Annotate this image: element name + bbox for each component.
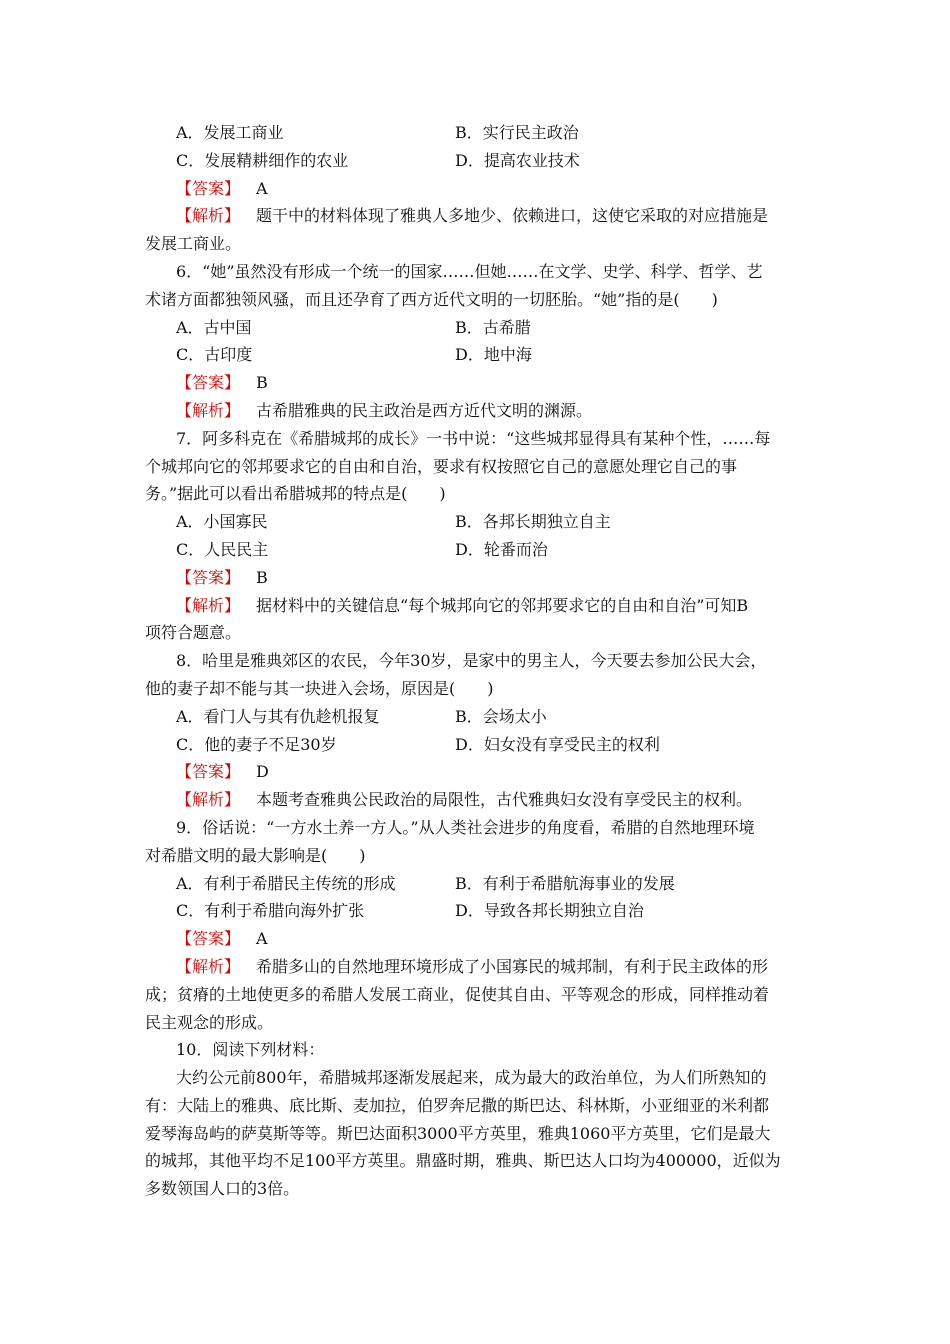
q5-option-c: C．发展精耕细作的农业 <box>176 150 349 170</box>
answer-value: B <box>256 567 268 587</box>
analysis-tag: 【解析】 <box>176 206 241 226</box>
answer-value: A <box>256 929 268 949</box>
q7-options-row-2 <box>145 536 810 564</box>
q6-options-row-1 <box>145 314 810 342</box>
q8-analysis <box>145 786 810 814</box>
analysis-text: 古希腊雅典的民主政治是西方近代文明的渊源。 <box>256 400 593 420</box>
answer-tag: 【答案】 <box>176 373 241 393</box>
q8-option-d: D．妇女没有享受民主的权利 <box>455 734 660 754</box>
q9-option-b: B．有利于希腊航海事业的发展 <box>455 873 675 893</box>
analysis-text: 希腊多山的自然地理环境形成了小国寡民的城邦制，有利于民主政体的形 <box>256 956 769 976</box>
q9-option-d: D．导致各邦长期独立自治 <box>455 901 644 921</box>
analysis-text: 据材料中的关键信息“每个城邦向它的邻邦要求它的自由和自治”可知B <box>256 595 749 615</box>
q5-analysis-cont: 发展工商业。 <box>145 234 242 254</box>
analysis-text: 题干中的材料体现了雅典人多地少、依赖进口，这使它采取的对应措施是 <box>256 206 769 226</box>
q9-analysis-cont-2: 民主观念的形成。 <box>145 1012 274 1032</box>
analysis-tag: 【解析】 <box>176 400 241 420</box>
q8-stem-l1: 8．哈里是雅典郊区的农民，今年30岁，是家中的男主人，今天要去参加公民大会， <box>176 651 767 671</box>
answer-tag: 【答案】 <box>176 762 241 782</box>
q7-option-b: B．各邦长期独立自主 <box>455 512 611 532</box>
q7-analysis <box>145 592 810 620</box>
analysis-tag: 【解析】 <box>176 595 241 615</box>
q10-material-l2: 有：大陆上的雅典、底比斯、麦加拉，伯罗奔尼撒的斯巴达、科林斯，小亚细亚的米利都 <box>145 1095 770 1115</box>
q6-option-b: B．古希腊 <box>455 317 531 337</box>
q5-options-row-1 <box>145 119 810 147</box>
q8-options-row-2 <box>145 731 810 759</box>
answer-tag: 【答案】 <box>176 178 241 198</box>
q9-stem-l2: 对希腊文明的最大影响是( ) <box>145 845 366 865</box>
q9-options-row-2 <box>145 897 810 925</box>
question-content <box>145 119 810 1203</box>
q7-answer <box>145 564 810 592</box>
analysis-text: 本题考查雅典公民政治的局限性，古代雅典妇女没有享受民主的权利。 <box>256 790 753 810</box>
q9-stem-l1: 9．俗话说：“一方水土养一方人。”从人类社会进步的角度看，希腊的自然地理环境 <box>176 817 755 837</box>
q9-option-a: A．有利于希腊民主传统的形成 <box>176 873 396 893</box>
answer-value: B <box>256 373 268 393</box>
q5-option-d: D．提高农业技术 <box>455 150 580 170</box>
q6-option-d: D．地中海 <box>455 345 532 365</box>
q8-option-a: A．看门人与其有仇趁机报复 <box>176 706 380 726</box>
q6-stem-l1: 6．“她”虽然没有形成一个统一的国家……但她……在文学、史学、科学、哲学、艺 <box>176 261 763 281</box>
q7-stem-l1: 7．阿多科克在《希腊城邦的成长》一书中说：“这些城邦显得具有某种个性，……每 <box>176 428 771 448</box>
q6-options-row-2 <box>145 341 810 369</box>
q10-material-l3: 爱琴海岛屿的萨莫斯等等。斯巴达面积3000平方英里，雅典1060平方英里，它们是最大 <box>145 1123 771 1143</box>
q10-material-l1: 大约公元前800年，希腊城邦逐渐发展起来，成为最大的政治单位，为人们所熟知的 <box>176 1068 767 1088</box>
q5-analysis <box>145 202 810 230</box>
analysis-tag: 【解析】 <box>176 956 241 976</box>
analysis-tag: 【解析】 <box>176 790 241 810</box>
q10-stem: 10．阅读下列材料： <box>176 1040 325 1060</box>
q8-options-row-1 <box>145 703 810 731</box>
q9-options-row-1 <box>145 870 810 898</box>
q10-material-l5: 多数领国人口的3倍。 <box>145 1179 300 1199</box>
q9-option-c: C．有利于希腊向海外扩张 <box>176 901 365 921</box>
q5-options-row-2 <box>145 147 810 175</box>
q6-analysis <box>145 397 810 425</box>
q8-option-b: B．会场太小 <box>455 706 547 726</box>
q8-option-c: C．他的妻子不足30岁 <box>176 734 337 754</box>
answer-value: A <box>256 178 268 198</box>
q6-answer <box>145 369 810 397</box>
q10-material-l4: 的城邦，其他平均不足100平方英里。鼎盛时期，雅典、斯巴达人口均为400000，近似为 <box>145 1151 781 1171</box>
q6-option-a: A．古中国 <box>176 317 252 337</box>
q9-analysis <box>145 953 810 981</box>
q8-stem-l2: 他的妻子却不能与其一块进入会场，原因是( ) <box>145 678 494 698</box>
answer-value: D <box>256 762 269 782</box>
q5-option-b: B．实行民主政治 <box>455 123 579 142</box>
q7-option-c: C．人民民主 <box>176 539 269 559</box>
q7-stem-l3: 务。”据此可以看出希腊城邦的特点是( ) <box>145 484 446 504</box>
answer-tag: 【答案】 <box>176 567 241 587</box>
q7-options-row-1 <box>145 508 810 536</box>
q5-option-a: A．发展工商业 <box>176 123 284 142</box>
q9-answer <box>145 925 810 953</box>
q7-option-d: D．轮番而治 <box>455 539 548 559</box>
q6-stem-l2: 术诸方面都独领风骚，而且还孕育了西方近代文明的一切胚胎。“她”指的是( ) <box>145 289 718 309</box>
q7-option-a: A．小国寡民 <box>176 512 268 532</box>
answer-tag: 【答案】 <box>176 929 241 949</box>
q7-analysis-cont: 项符合题意。 <box>145 623 242 643</box>
q8-answer <box>145 758 810 786</box>
q6-option-c: C．古印度 <box>176 345 253 365</box>
q5-answer <box>145 175 810 203</box>
q7-stem-l2: 个城邦向它的邻邦要求它的自由和自治，要求有权按照它自己的意愿处理它自己的事 <box>145 456 738 476</box>
q9-analysis-cont-1: 成；贫瘠的土地使更多的希腊人发展工商业，促使其自由、平等观念的形成，同样推动着 <box>145 984 770 1004</box>
